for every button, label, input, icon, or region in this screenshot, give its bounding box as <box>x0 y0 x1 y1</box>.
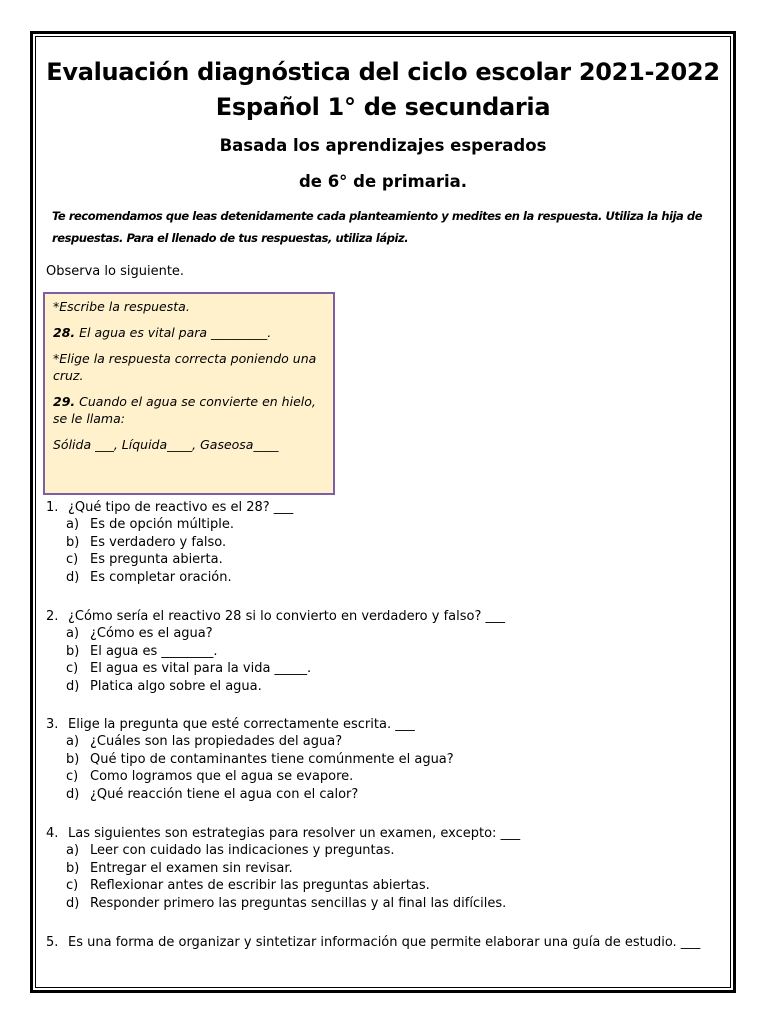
page-title-line-1: Evaluación diagnóstica del ciclo escolar 2021-2022 <box>46 58 720 86</box>
example-q28-number: 28. <box>53 325 76 340</box>
question-number: 5. <box>46 935 59 950</box>
subtitle-line-1: Basada los aprendizajes esperados <box>219 136 547 155</box>
option-letter: c) <box>66 661 79 676</box>
option-item <box>46 877 726 895</box>
option-letter: b) <box>66 534 80 550</box>
question-2 <box>46 608 726 695</box>
question-text: Elige la pregunta que esté correctamente escrita. ___ <box>68 717 415 732</box>
option-text: Es verdadero y falso. <box>90 534 227 550</box>
question-text: Las siguientes son estrategias para resolver un examen, excepto: ___ <box>68 826 521 841</box>
question-text: Es una forma de organizar y sintetizar información que permite elaborar una guía de estudio. ___ <box>68 935 701 950</box>
example-instruction-write: *Escribe la respuesta. <box>53 299 190 314</box>
option-item <box>46 733 726 751</box>
question-number: 2. <box>46 609 59 624</box>
option-text: Como logramos que el agua se evapore. <box>90 769 354 784</box>
option-letter: b) <box>66 643 80 659</box>
option-letter: c) <box>66 769 79 784</box>
question-number: 3. <box>46 717 59 732</box>
option-letter: c) <box>66 878 79 893</box>
question-number: 1. <box>46 500 59 515</box>
option-letter: a) <box>66 843 80 858</box>
option-text: Es pregunta abierta. <box>90 552 223 567</box>
question-4 <box>46 825 726 912</box>
option-item <box>46 660 726 678</box>
option-text: Responder primero las preguntas sencillas y al final las difíciles. <box>90 895 507 911</box>
option-item <box>46 751 726 769</box>
option-text: Es de opción múltiple. <box>90 517 235 532</box>
option-text: ¿Cómo es el agua? <box>90 626 213 641</box>
example-question-28 <box>53 324 325 341</box>
option-text: Leer con cuidado las indicaciones y preguntas. <box>90 843 395 858</box>
option-text: El agua es ________. <box>90 643 218 659</box>
option-item <box>46 534 726 552</box>
example-q29-number: 29. <box>53 394 76 409</box>
question-3 <box>46 716 726 803</box>
option-text: Qué tipo de contaminantes tiene comúnmente el agua? <box>90 751 454 767</box>
option-letter: a) <box>66 734 80 749</box>
option-letter: d) <box>66 786 80 802</box>
option-item <box>46 768 726 786</box>
option-text: ¿Cuáles son las propiedades del agua? <box>90 734 343 749</box>
option-text: Reflexionar antes de escribir las preguntas abiertas. <box>90 878 430 893</box>
option-letter: b) <box>66 751 80 767</box>
example-q29-options: Sólida ___, Líquida____, Gaseosa____ <box>53 437 279 452</box>
option-item <box>46 842 726 860</box>
option-item <box>46 643 726 661</box>
subtitle-line-2: de 6° de primaria. <box>298 172 468 191</box>
option-item <box>46 786 726 804</box>
question-text: ¿Cómo sería el reactivo 28 si lo convierto en verdadero y falso? ___ <box>68 609 505 624</box>
option-letter: c) <box>66 552 79 567</box>
example-question-29 <box>53 393 325 427</box>
option-text: Platica algo sobre el agua. <box>90 678 262 694</box>
option-item <box>46 860 726 878</box>
question-text: ¿Qué tipo de reactivo es el 28? ___ <box>68 500 294 515</box>
option-text: Es completar oración. <box>90 569 232 585</box>
page-title-line-2: Español 1° de secundaria <box>215 93 551 121</box>
option-item <box>46 551 726 569</box>
option-text: Entregar el examen sin revisar. <box>90 860 293 876</box>
option-item <box>46 516 726 534</box>
option-item <box>46 895 726 913</box>
option-letter: a) <box>66 626 80 641</box>
option-letter: d) <box>66 895 80 911</box>
example-q29-text: Cuando el agua se convierte en hielo, se le llama: <box>53 394 316 426</box>
example-instruction-choose: *Elige la respuesta correcta poniendo una cruz. <box>53 351 317 383</box>
option-text: ¿Qué reacción tiene el agua con el calor? <box>90 786 359 802</box>
question-1 <box>46 499 726 586</box>
option-letter: d) <box>66 678 80 694</box>
example-box <box>43 292 335 495</box>
question-number: 4. <box>46 826 59 841</box>
example-q28-text: El agua es vital para _________. <box>75 325 272 340</box>
option-letter: a) <box>66 517 80 532</box>
option-letter: b) <box>66 860 80 876</box>
observe-label: Observa lo siguiente. <box>46 264 185 279</box>
option-item <box>46 678 726 696</box>
option-text: El agua es vital para la vida _____. <box>90 661 312 676</box>
instructions: Te recomendamos que leas detenidamente cada planteamiento y medites en la respuesta. Utiliza la hija de respuestas. Para el llenado de tus respuestas, utiliza lápiz. <box>52 209 703 245</box>
option-item <box>46 625 726 643</box>
question-5 <box>46 934 726 951</box>
option-letter: d) <box>66 569 80 585</box>
option-item <box>46 569 726 587</box>
